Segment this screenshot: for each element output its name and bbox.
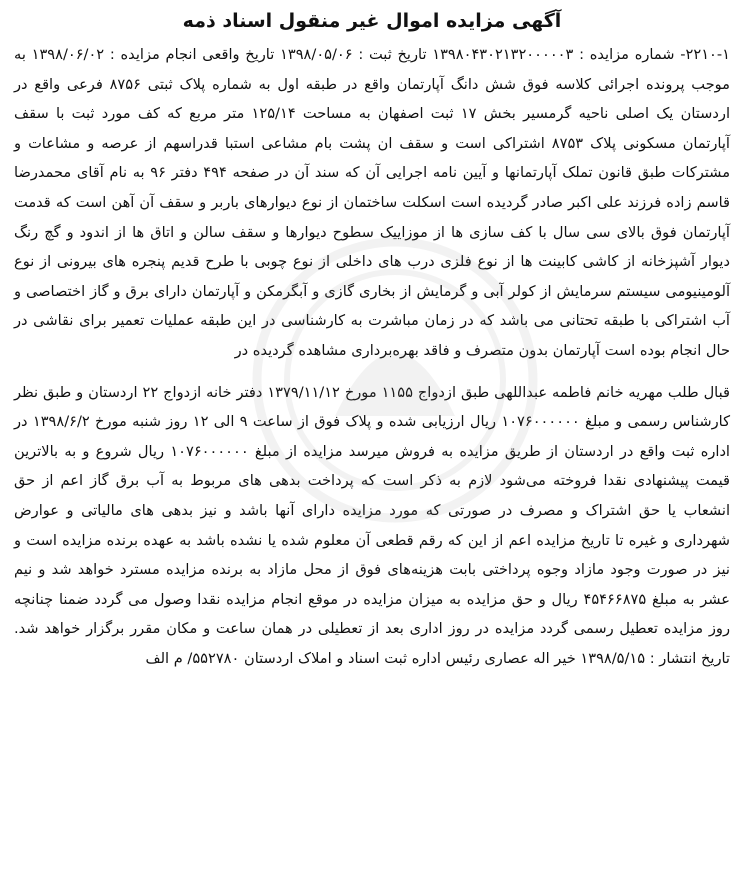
- notice-paragraph-auction-terms: قبال طلب مهریه خانم فاطمه عبداللهی طبق ازدواج ۱۱۵۵ مورخ ۱۳۷۹/۱۱/۱۲ دفتر خانه ازدواج ۲۲ اردستان و طبق نظر کارشناس رسمی و مبلغ ۱۰۷۶۰۰۰۰۰۰ ریال ارزیابی شده و پلاک فوق از ساعت ۹ الی ۱۲ روز شنبه مورخ ۱۳۹۸/۶/۲ در اداره ثبت واقع در اردستان از طریق مزایده به فروش میرسد مزایده از مبلغ ۱۰۷۶۰۰۰۰۰۰ ریال شروع و به بالاترین قیمت پیشنهادی نقدا فروخته می‌شود لازم به ذکر است که پرداخت بدهی های مربوط به آب برق گاز اعم از حق انشعاب یا حق اشتراک و مصرف در صورتی که مورد مزایده دارای آنها باشد و نیز بدهی های مالیاتی و عوارض شهرداری و غیره تا تاریخ مزایده اعم از این که رقم قطعی آن معلوم شده یا نشده باشد به عهده برنده مزایده است و نیز در صورت وجود مازاد وجوه پرداختی بابت هزینه‌های فوق از محل مازاد به برنده مزایده مسترد خواهد شد و نیم عشر به مبلغ ۴۵۴۶۶۸۷۵ ریال و حق مزایده به میزان مزایده در موقع انجام مزایده نقدا وصول می گردد ضمنا چنانچه روز مزایده تعطیل رسمی گردد مزایده در روز اداری بعد از تعطیلی در همان ساعت و مکان مقرر برگزار خواهد شد. تاریخ انتشار : ۱۳۹۸/۵/۱۵ خیر اله عصاری رئیس اداره ثبت اسناد و املاک اردستان ۵۵۲۷۸۰/ م الف: [14, 383, 731, 667]
- paragraph-gap: [14, 366, 730, 378]
- notice-paragraph-property-details: ۲۲۱۰-۱- شماره مزایده : ۱۳۹۸۰۴۳۰۲۱۳۲۰۰۰۰۰۳ تاریخ ثبت : ۱۳۹۸/۰۵/۰۶ تاریخ واقعی انجام مزایده : ۱۳۹۸/۰۶/۰۲ به موجب پرونده اجرائی کلاسه فوق شش دانگ آپارتمان واقع در طبقه اول به شماره پلاک ثبتی ۸۷۵۶ فرعی واقع در اردستان یک اصلی ناحیه گرمسیر بخش ۱۷ ثبت اصفهان به مساحت ۱۲۵/۱۴ متر مربع که کف مورد ثبت با سقف آپارتمان مسکونی پلاک ۸۷۵۳ اشتراکی است و سقف ان پشت بام مشاعی استبا قدراسهم از عرصه و مشاعات و مشترکات طبق قانون تملک آپارتمانها و آیین نامه اجرایی آن که سند آن در صفحه ۴۹۴ دفتر ۹۶ به نام آقای محمدرضا قاسم زاده فرزند علی اکبر صادر گردیده است اسکلت ساختمان از نوع دیوارهای باربر و سقف آن آهن است که قدمت آپارتمان فوق بالای سی سال با کف سازی ها از موزاییک سطوح دیوارها و سقف سالن و اتاق ها از اندود و گچ رنگ دیوار آشپزخانه از کاشی کابینت ها از نوع فلزی درب های داخلی از نوع چوبی با طرح قدیم پنجره های بیرونی از نوع آلومینیومی سیستم سرمایش از کولر آبی و گرمایش از بخاری گازی و آبگرمکن و آپارتمان دارای برق و گاز اختصاصی و آب اشتراکی با طبقه تحتانی می باشد که در زمان مباشرت به کارشناسی در این طبقه عملیات تعمیر برای نقاشی در حال انجام بوده است آپارتمان بدون متصرف و فاقد بهره‌برداری مشاهده گردیده در: [14, 46, 731, 359]
- auction-notice: [14, 6, 730, 673]
- notice-title: آگهی مزایده اموال غیر منقول اسناد ذمه: [182, 10, 562, 32]
